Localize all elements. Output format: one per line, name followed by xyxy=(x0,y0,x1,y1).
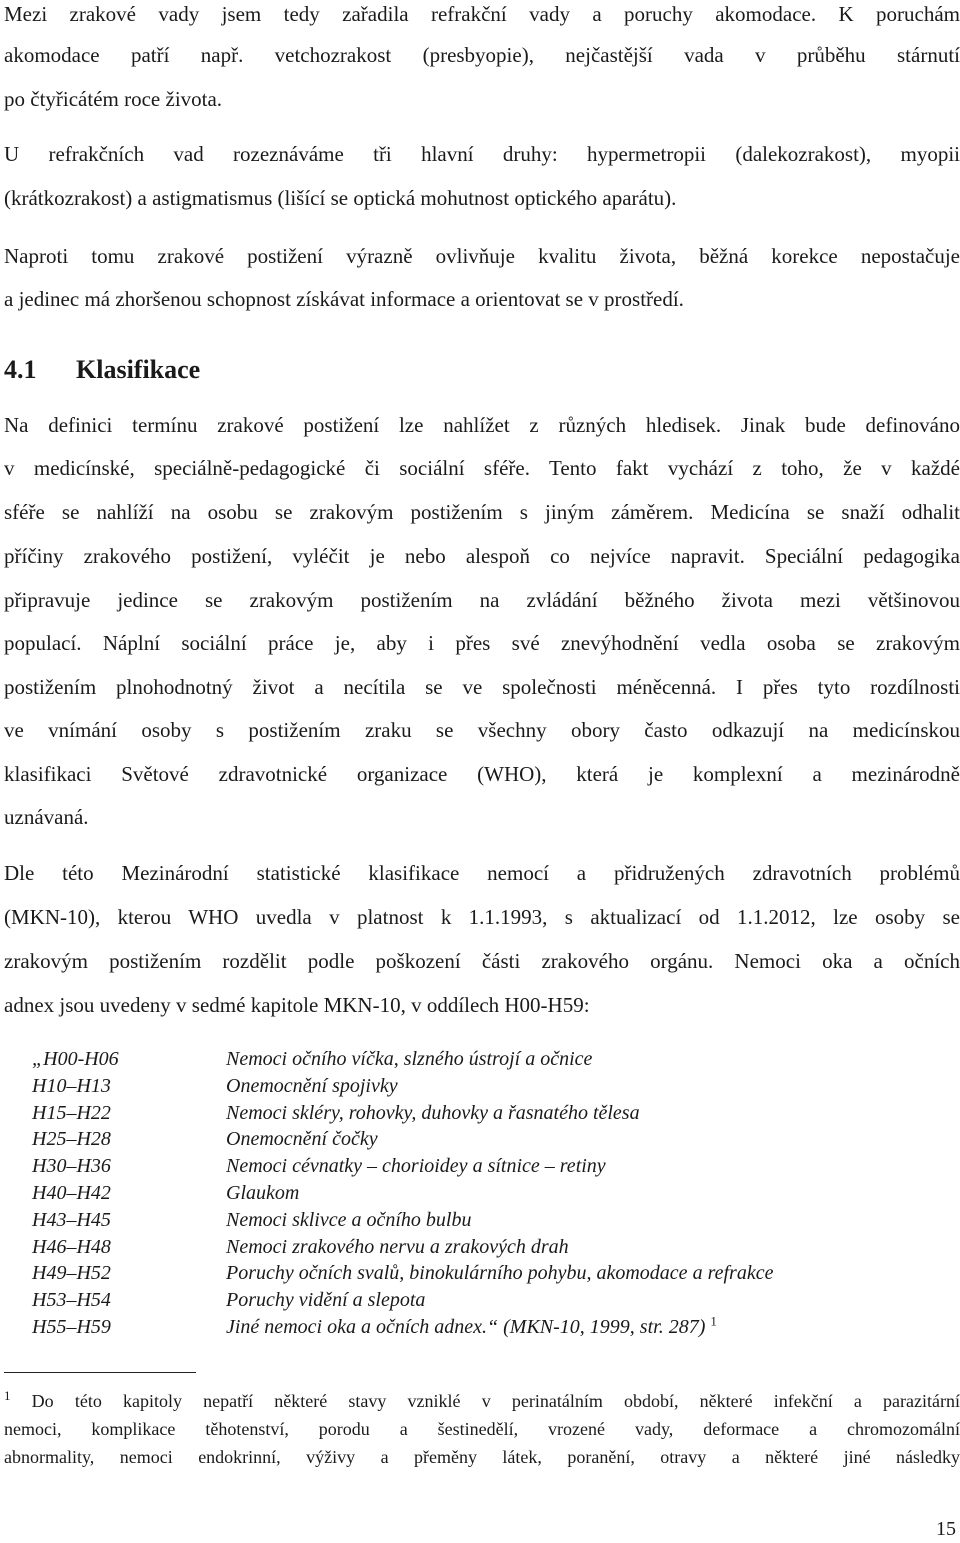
code-description: Poruchy očních svalů, binokulárního pohybu, akomodace a refrakce xyxy=(226,1262,774,1285)
code-row xyxy=(32,1046,932,1073)
text-line: zrakovým postižením rozdělit podle poškození části zrakového orgánu. Nemoci oka a očních xyxy=(4,949,960,973)
code-row xyxy=(32,1260,932,1287)
code-description xyxy=(226,1314,717,1340)
code-row xyxy=(32,1314,932,1341)
footnote-line: nemoci, komplikace těhotenství, porodu a šestinedělí, vrozené vady, deformace a chromozomální xyxy=(4,1419,960,1439)
code-description-text: Jiné nemoci oka a očních adnex.“ (MKN-10, 1999, str. 287) xyxy=(226,1315,706,1338)
section-title: Klasifikace xyxy=(76,355,201,384)
footnote-text: Do této kapitoly nepatří některé stavy vzniklé v perinatálním období, některé infekční a parazitární xyxy=(31,1391,960,1411)
code-range: H55–H59 xyxy=(32,1315,111,1338)
section-heading xyxy=(4,354,200,386)
code-row xyxy=(32,1100,932,1127)
code-description: Nemoci skléry, rohovky, duhovky a řasnatého tělesa xyxy=(226,1101,640,1124)
text-line: Na definici termínu zrakové postižení lze nahlížet z různých hledisek. Jinak bude definováno xyxy=(4,413,960,437)
code-row xyxy=(32,1153,932,1180)
text-line: v medicínské, speciálně-pedagogické či sociální sféře. Tento fakt vychází z toho, že v každé xyxy=(4,456,960,480)
text-line: klasifikaci Světové zdravotnické organizace (WHO), která je komplexní a mezinárodně xyxy=(4,762,960,786)
code-range: H49–H52 xyxy=(32,1262,111,1285)
code-description: Glaukom xyxy=(226,1181,300,1204)
code-list xyxy=(32,1046,932,1341)
footnote-line xyxy=(4,1389,960,1413)
code-row xyxy=(32,1287,932,1314)
text-line: Naproti tomu zrakové postižení výrazně ovlivňuje kvalitu života, běžná korekce nepostačuje xyxy=(4,244,960,268)
code-row xyxy=(32,1234,932,1261)
text-line: (MKN-10), kterou WHO uvedla v platnost k 1.1.1993, s aktualizací od 1.1.2012, lze osoby se xyxy=(4,905,960,929)
text-line: připravuje jedince se zrakovým postižením na zvládání běžného života mezi většinovou xyxy=(4,588,960,612)
code-row xyxy=(32,1207,932,1234)
footnote-marker: 1 xyxy=(4,1389,11,1403)
text-line: adnex jsou uvedeny v sedmé kapitole MKN-10, v oddílech H00-H59: xyxy=(4,993,590,1017)
text-line: a jedinec má zhoršenou schopnost získávat informace a orientovat se v prostředí. xyxy=(4,287,684,311)
code-range: H30–H36 xyxy=(32,1155,111,1178)
code-range: H53–H54 xyxy=(32,1289,111,1312)
code-description: Nemoci očního víčka, slzného ústrojí a očnice xyxy=(226,1048,593,1070)
footnote-divider xyxy=(4,1372,196,1373)
text-line: po čtyřicátém roce života. xyxy=(4,87,223,111)
text-line: příčiny zrakového postižení, vyléčit je nebo alespoň co nejvíce napravit. Speciální pedagogika xyxy=(4,544,960,568)
text-line: sféře se nahlíží na osobu se zrakovým postižením s jiným záměrem. Medicína se snaží odhalit xyxy=(4,500,960,524)
code-row xyxy=(32,1073,932,1100)
code-range: H40–H42 xyxy=(32,1181,111,1204)
text-line: postižením plnohodnotný život a necítila se ve společnosti méněcenná. I přes tyto rozdílnosti xyxy=(4,675,960,699)
text-line: populací. Náplní sociální práce je, aby i přes své znevýhodnění vedla osoba se zrakovým xyxy=(4,631,960,655)
code-row xyxy=(32,1180,932,1207)
footnote-reference[interactable]: 1 xyxy=(710,1313,717,1329)
text-line: akomodace patří např. vetchozrakost (presbyopie), nejčastější vada v průběhu stárnutí xyxy=(4,43,960,67)
code-range: H10–H13 xyxy=(32,1074,111,1097)
text-line: Mezi zrakové vady jsem tedy zařadila refrakční vady a poruchy akomodace. K poruchám xyxy=(4,2,960,26)
code-row xyxy=(32,1126,932,1153)
text-line: uznávaná. xyxy=(4,805,89,829)
code-description: Onemocnění čočky xyxy=(226,1128,378,1151)
code-range: H25–H28 xyxy=(32,1128,111,1151)
code-description: Nemoci sklivce a očního bulbu xyxy=(226,1208,472,1231)
code-description: Nemoci zrakového nervu a zrakových drah xyxy=(226,1235,569,1258)
code-description: Poruchy vidění a slepota xyxy=(226,1289,426,1312)
text-line: ve vnímání osoby s postižením zraku se všechny obory často odkazují na medicínskou xyxy=(4,718,960,742)
code-range: H15–H22 xyxy=(32,1101,111,1124)
code-range: „H00-H06 xyxy=(32,1048,119,1070)
text-line: (krátkozrakost) a astigmatismus (lišící se optická mohutnost optického aparátu). xyxy=(4,186,677,210)
code-range: H46–H48 xyxy=(32,1235,111,1258)
text-line: Dle této Mezinárodní statistické klasifikace nemocí a přidružených zdravotních problémů xyxy=(4,861,960,885)
footnote-line: abnormality, nemoci endokrinní, výživy a přeměny látek, poranění, otravy a některé jiné následky xyxy=(4,1447,960,1467)
section-number: 4.1 xyxy=(4,355,37,384)
code-description: Nemoci cévnatky – chorioidey a sítnice – retiny xyxy=(226,1155,606,1178)
code-range: H43–H45 xyxy=(32,1208,111,1231)
code-description: Onemocnění spojivky xyxy=(226,1074,398,1097)
text-line: U refrakčních vad rozeznáváme tři hlavní druhy: hypermetropii (dalekozrakost), myopii xyxy=(4,142,960,166)
page-number: 15 xyxy=(936,1518,956,1540)
